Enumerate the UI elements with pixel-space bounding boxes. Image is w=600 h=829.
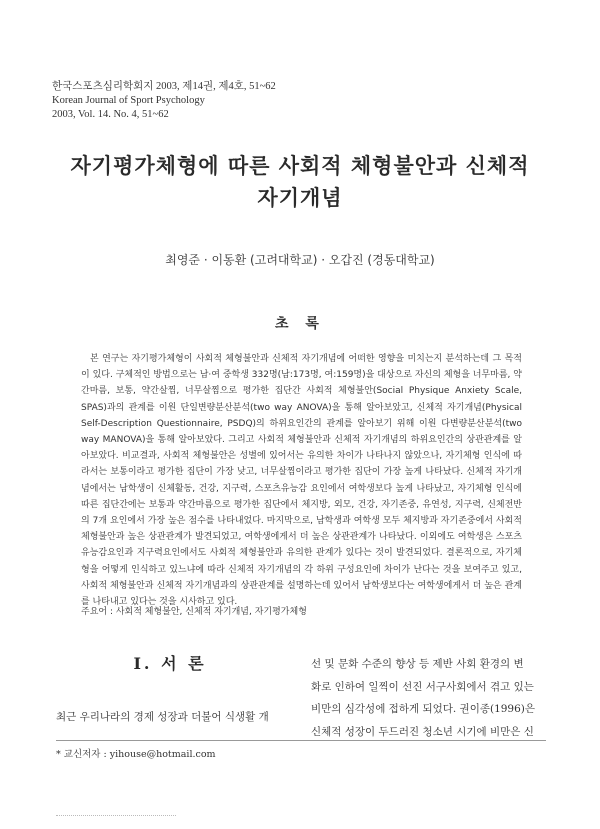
intro-left-column-text: 최근 우리나라의 경제 성장과 더불어 식생활 개 [56, 711, 269, 723]
section-heading-introduction: Ⅰ. 서 론 [133, 654, 207, 673]
abstract-heading: 초 록 [275, 316, 325, 332]
journal-info-english: Korean Journal of Sport Psychology [52, 95, 205, 106]
journal-info-volume: 2003, Vol. 14. No. 4, 51~62 [52, 109, 169, 120]
intro-right-line: 비만의 심각성에 접하게 되었다. 권이종(1996)은 [311, 703, 536, 715]
footnote-divider [56, 740, 546, 741]
intro-right-column [311, 653, 547, 743]
abstract-body: 본 연구는 자기평가체형이 사회적 체형불안과 신체적 자기개념에 어떠한 영향을 미치는지 분석하는데 그 목적이 있다. 구체적인 방법으로는 남·여 중학생 332명(남:173명, 여:159명)을 대상으로 자신의 체형을 너무마름, 약간마름, 보통, 약간살찜, 너무살찜으로 평가한 집단간 사회적 체형불안(Social Physique Anxiety Scale, SPAS)과의 관계를 이원 단일변량분산분석(two way ANOVA)을 통해 알아보았고, 신체적 자기개념(Physical Self-Description Questionnaire, PSDQ)의 하위요인간의 관계를 알아보기 위해 이원 다변량분산분석(two way MANOVA)을 통해 알아보았다. 그리고 사회적 체형불안과 신체적 자기개념의 하위요인간의 상관관계를 알아보았다. 비교결과, 사회적 체형불안은 성별에 있어서는 유의한 차이가 나타나지 않았으나, 자기체형 인식에 따라서는 보통이라고 평가한 집단이 가장 낮고, 너무살찜이라고 평가한 집단이 가장 높게 나타났다. 신체적 자기개념에서는 남학생이 신체활동, 건강, 지구력, 스포츠유능감 요인에서 여학생보다 높게 나타났고, 자기체형 인식에 따른 집단간에는 보통과 약간마름으로 평가한 집단에서 체지방, 외모, 건강, 자기존중, 유연성, 지구력, 신체전반의 7개 요인에서 가장 높은 점수를 나타내었다. 마지막으로, 남학생과 여학생 모두 체지방과 자기존중에서 사회적 체형불안과 높은 상관관계가 발견되었고, 여학생에게서 더 높은 상관관계가 나타났다. 이외에도 여학생은 스포츠유능감요인과 지구력요인에서도 사회적 체형불안과 유의한 관계가 있다는 것이 발견되었다. 결론적으로, 자기체형을 어떻게 인식하고 있느냐에 따라 신체적 자기개념의 각 하위 구성요인에 차이가 난다는 것을 보여주고 있고, 사회적 체형불안과 신체적 자기개념과의 상관관계를 설명하는데 있어서 남학생보다는 여학생에게서 더 높은 관계를 나타내고 있다는 것을 시사하고 있다. [81, 354, 522, 608]
page-bottom-divider [56, 815, 176, 816]
journal-info-korean: 한국스포츠심리학회지 2003, 제14권, 제4호, 51~62 [52, 81, 276, 92]
intro-right-line: 신체적 성장이 두드러진 청소년 시기에 비만은 신 [311, 725, 534, 738]
keywords: 주요어 : 사회적 체형불안, 신체적 자기개념, 자기평가체형 [81, 607, 307, 617]
footnote-corresponding-author: * 교신저자 : yihouse@hotmail.com [56, 749, 216, 760]
author-list: 최영준 · 이동환 (고려대학교) · 오갑진 (경동대학교) [165, 253, 435, 267]
journal-info [52, 80, 276, 122]
intro-right-line: 화로 인하여 일찍이 선진 서구사회에서 겪고 있는 [311, 680, 534, 693]
paper-title-line-1: 자기평가체형에 따른 사회적 체형불안과 신체적 [70, 153, 530, 178]
paper-title-line-2: 자기개념 [257, 185, 343, 210]
intro-right-line: 선 및 문화 수준의 향상 등 제반 사회 환경의 변 [311, 658, 524, 670]
